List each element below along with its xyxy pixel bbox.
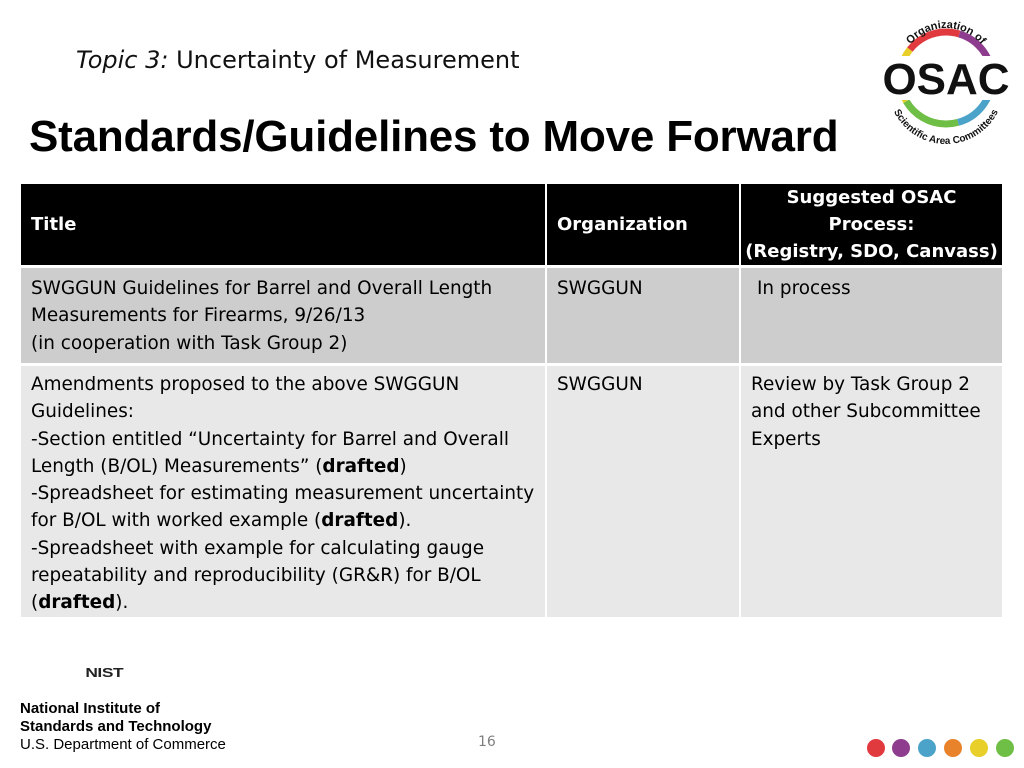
row2-item2-status: drafted xyxy=(321,510,399,532)
dot-purple xyxy=(892,739,910,757)
color-dots xyxy=(866,738,1016,758)
nist-line1: National Institute of xyxy=(20,700,160,717)
osac-logo xyxy=(878,10,1014,146)
table-row xyxy=(21,363,1002,617)
header-process-line1: Suggested OSAC Process: xyxy=(786,187,957,235)
table-row xyxy=(21,265,1002,363)
row2-item3-close: ). xyxy=(115,592,129,614)
standards-table xyxy=(21,184,1002,617)
nist-line2: Standards and Technology xyxy=(20,718,212,735)
osac-logo-top-text: Organization of xyxy=(904,18,989,47)
osac-logo-name: OSAC xyxy=(882,55,1010,104)
row2-item1-text: -Section entitled “Uncertainty for Barrel and Overall Length (B/OL) Measurements” ( xyxy=(31,428,509,477)
row1-organization: SWGGUN xyxy=(545,265,739,363)
table-header-row xyxy=(21,184,1002,265)
dot-orange xyxy=(944,739,962,757)
row2-title-intro: Amendments proposed to the above SWGGUN Guidelines: xyxy=(31,374,460,423)
topic-label: Topic 3: xyxy=(76,46,169,74)
page-number: 16 xyxy=(478,734,496,750)
row2-organization: SWGGUN xyxy=(545,363,739,617)
osac-logo-bottom-text: Scientific Area Committees xyxy=(891,107,1001,146)
nist-line3: U.S. Department of Commerce xyxy=(20,736,226,753)
row2-process: Review by Task Group 2 and other Subcommittee Experts xyxy=(739,363,1002,617)
row2-item3-status: drafted xyxy=(38,592,116,614)
row2-item2-text: -Spreadsheet for estimating measurement uncertainty for B/OL with worked example ( xyxy=(31,483,535,532)
header-process-line2: (Registry, SDO, Canvass) xyxy=(745,241,998,262)
topic-heading xyxy=(76,46,519,74)
row2-item3-text: -Spreadsheet with example for calculating gauge repeatability and reproducibility (GR&R) for B/OL ( xyxy=(31,537,485,614)
row1-process: In process xyxy=(739,265,1002,363)
row1-title: SWGGUN Guidelines for Barrel and Overall Length Measurements for Firearms, 9/26/13 (in cooperation with Task Group 2) xyxy=(21,265,545,363)
topic-text: Uncertainty of Measurement xyxy=(176,46,520,74)
header-process xyxy=(739,184,1002,265)
dot-red xyxy=(867,739,885,757)
nist-logo xyxy=(20,667,230,701)
dot-yellow xyxy=(970,739,988,757)
header-title: Title xyxy=(21,184,545,265)
dot-green xyxy=(996,739,1014,757)
row2-title xyxy=(21,363,545,617)
row2-item2-close: ). xyxy=(398,510,412,532)
row2-item1-close: ) xyxy=(399,455,407,477)
slide-title: Standards/Guidelines to Move Forward xyxy=(29,112,839,161)
nist-caption xyxy=(20,700,226,754)
row2-item1-status: drafted xyxy=(322,455,400,477)
header-organization: Organization xyxy=(545,184,739,265)
nist-wordmark: NIST xyxy=(85,667,124,681)
dot-blue xyxy=(918,739,936,757)
